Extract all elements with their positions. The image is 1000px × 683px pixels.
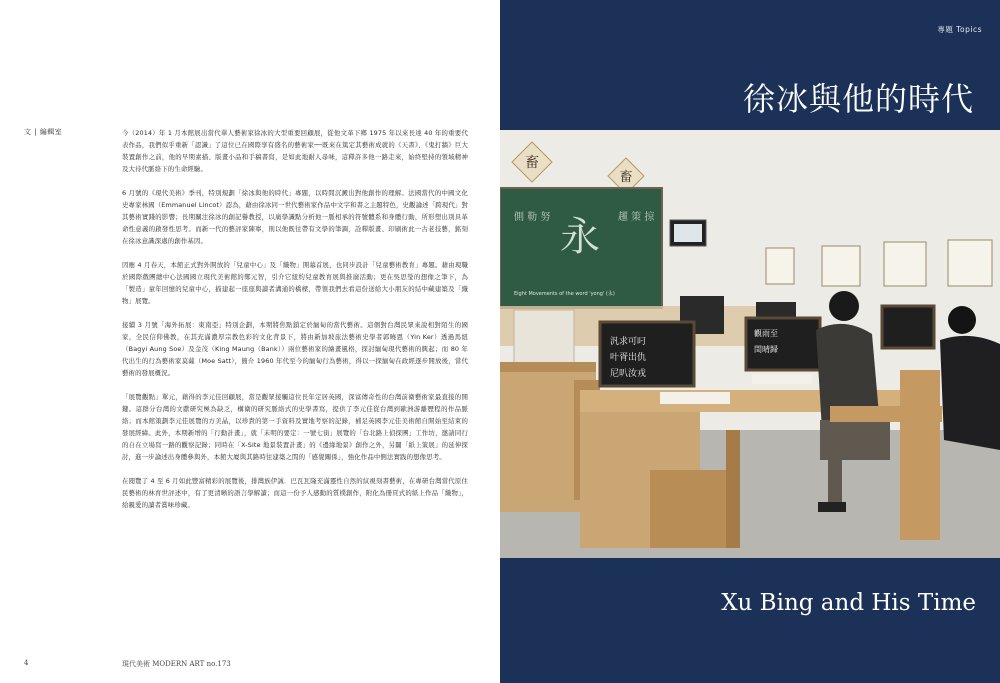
byline: 文 | 編輯室 [24, 128, 63, 136]
paragraph: 因應 4 月春天，本館正式對外開放的「兒童中心」及「織物」開幕首展，也同步設計「兒童藝術教育」專題。藉由現職於國際戲團總中心法國國立現代美術館的鄭元智，引介它紐約兒童教育展與推廣活動；更在吳思瑩的想像之筆下，為「製造」童年回憶的兒童中心，描建起一座座與讀者溝通的橋樑，帶領我們去看這份送給大小朋友的結中藏建築及「織物」展覽。 [122, 261, 468, 305]
paragraph: 今（2014）年 1 月本館展出當代華人藝術家徐冰的大型重要回顧展，從他文革下鄉 1975 年以來長達 40 年的重要代表作品，我們似乎重新「認識」了這位已在國際享有盛名的藝術家──既來在篤定其藝術成就的《天書》、《鬼打牆》巨大裝置創作之前，他的早期素描、版畫小品和手稿書寫，是如此地耐人尋味，這釋許多他一路走來，始終堅持的領域精神及大待代脈絡下的生命經驗。 [122, 129, 468, 173]
paragraph: 6 月號的《現代美術》季刊，特別規劃「徐冰與他的時代」專題，以時間沉澱出對他創作的理解。法國當代的中國文化史專家林國（Emmanuel Lincot）認為，藉由徐冰同一世代藝術家作品中文字和書之主題特色，史觀論述「跨現代」對其藝術實踐的影響；長期關注徐冰的創記譽教授，以廣學識點分析他一脈相承的符號體系和身體行動，所形塑出別具革命性意義的啟發性思考。而新一代的藝評家陳寧，則以他既往帶有文學的筆調，詮釋版畫、印刷術此一古老技藝，銘刻在徐冰意識深處的創作基因。 [122, 189, 468, 245]
title-chinese: 徐冰與他的時代 [742, 80, 974, 118]
svg-text:尼叭汝戎: 尼叭汝戎 [610, 369, 647, 379]
svg-text:畜: 畜 [619, 170, 633, 185]
paragraph: 「展覽觀點」單元，藉得的李元佳回顧展，當是觀眾接觸這位長年定居英國，深富傳奇性的台灣前衛藝術家最直接的開鍵。這群分台灣的文獻研究極為缺乏，構衛的研究脈絡式的史學書寫，提供了李元佳從台灣到歐洲游離歷程的作品脈絡；而本館策劃李元佳展覽的方美晶，以珍貴的第一手資料及實地考察的記錄，補足英國李元佳美術館自開始至結束的發展經緯。此外，本期新增的「行動計畫」，就「未明的要定：一號七街」展覽的「台北路上偵探團」工作坊，邀請同行的自在立場寫一路的觀察記錄；同時在「X-Site 地景裝置計畫」的《邊緣地景》創作之外，另闢「紙上策展」的延伸探討，進一步論述出身體參與外，本館大廈與其路時往建築之間的「感覺關係」，強化作品中側法實践的想像思考。 [122, 393, 468, 461]
svg-text:畜: 畜 [525, 155, 539, 171]
paper [660, 392, 730, 404]
framed-work [948, 240, 992, 286]
copybook [514, 310, 574, 364]
title-english: Xu Bing and His Time [721, 590, 976, 616]
svg-text:趯 策 掠: 趯 策 掠 [618, 212, 655, 223]
svg-text:汎求可叼: 汎求可叼 [610, 337, 647, 347]
publication-name: 現代美術 MODERN ART no.173 [122, 660, 231, 668]
svg-text:觀雨至: 觀雨至 [754, 329, 778, 338]
exhibition-photo [500, 130, 1000, 558]
framed-work [766, 248, 794, 284]
article-body [122, 127, 468, 523]
slate-board [882, 306, 934, 348]
paper [752, 374, 812, 384]
svg-text:永: 永 [560, 214, 600, 260]
svg-text:閏晴歸: 閏晴歸 [754, 345, 778, 354]
svg-text:叶胥出仇: 叶胥出仇 [610, 353, 647, 363]
section-label: 專題 Topics [937, 25, 982, 34]
chalkboard [500, 188, 662, 308]
paragraph: 在閱覽了 4 至 6 月如此豐富精彩的展覽後，排灣族伊誠．巴瓦瓦隆充滿靈性自然的紋視刻書藝術，在專研台灣當代原住民藝術的林育世評述中，有了更清晰的語言學解讀；而這一份予人感動的質樸創作，附化為冊頁式的紙上作品「織物」，給親愛的讀者賞味珍藏。 [122, 477, 468, 509]
framed-work [884, 242, 926, 286]
svg-text:側 勒 努: 側 勒 努 [514, 212, 551, 223]
framed-work [822, 246, 860, 286]
slate-board [746, 318, 820, 370]
paragraph: 接續 3 月號「海外拓展：東南亞」特別企劃，本期將焦點鎖定於緬甸的當代藝術。這個對台灣民眾來說相對陌生的國家，全民信仰佛教，在其充滿濃厚宗教色彩的文化背景下，將由新加坡旅法藝術史學者郭曉恩（Yin Ker）透過馬紐（Bagyi Aung Soe）及金茂（King Maung（Bank））兩位藝術家的繪畫風格，探討緬甸現代藝術的興起；而 80 年代出生的行為藝術家莫薩（Moe Satt），簡介 1960 年代至今的緬甸行為藝術，得以一探緬甸在政經逐步開放後，當代藝術的發展概況。 [122, 321, 468, 377]
page-number: 4 [24, 659, 29, 667]
chalkboard-caption: Eight Movements of the word 'yong' (永) [514, 291, 615, 297]
